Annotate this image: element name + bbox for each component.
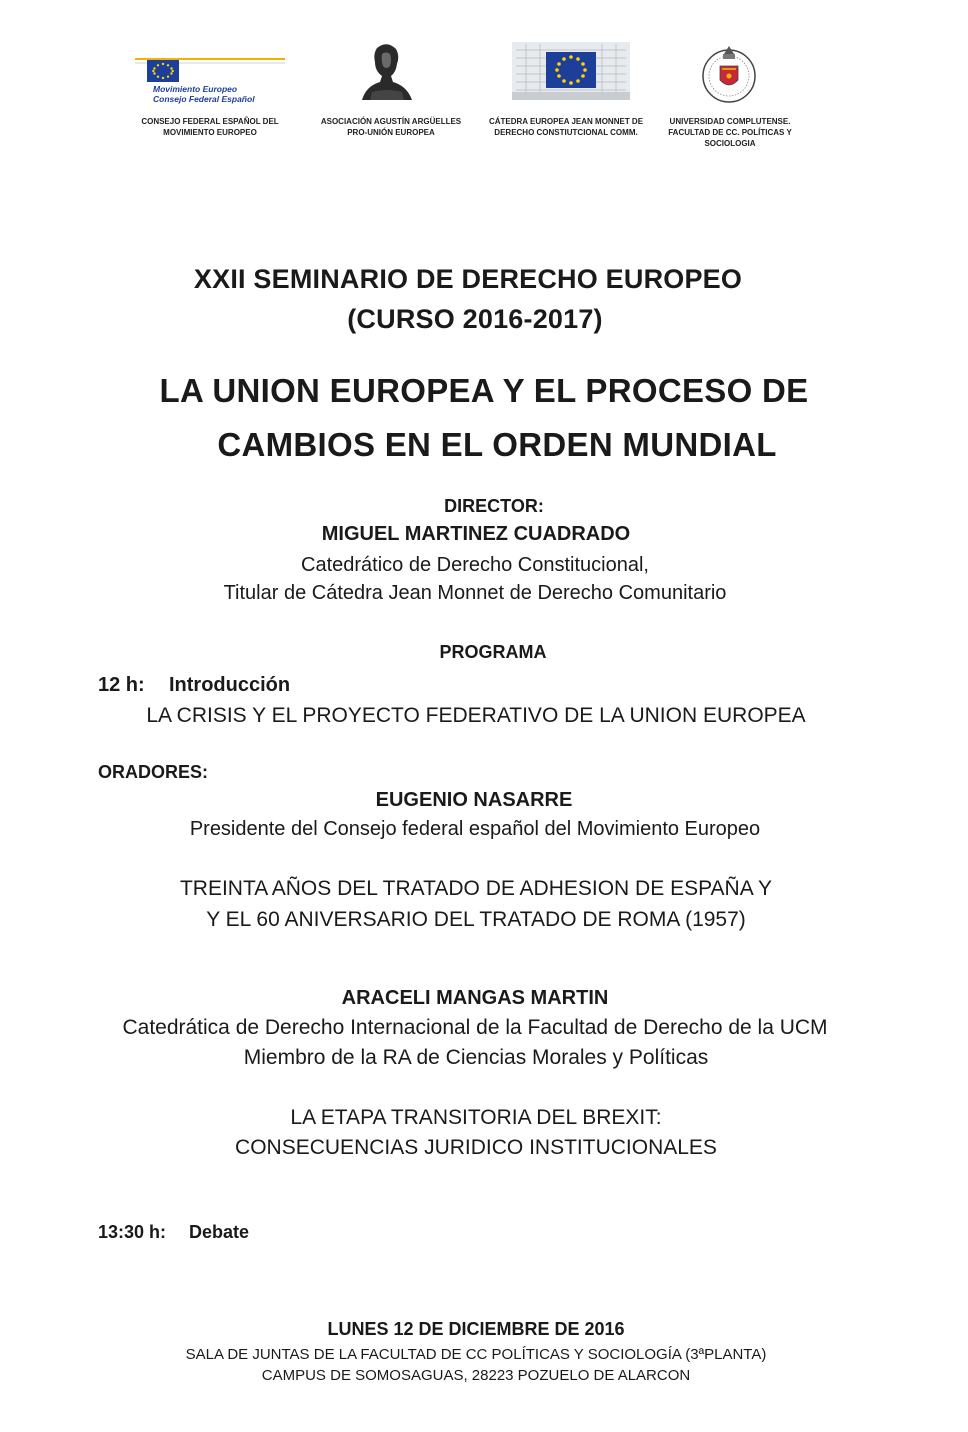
- caption-line: CÁTEDRA EUROPEA JEAN MONNET DE: [488, 117, 644, 126]
- speaker2-topic-2: CONSECUENCIAS JURIDICO INSTITUCIONALES: [235, 1136, 717, 1159]
- director-role-1: Catedrático de Derecho Constitucional,: [301, 554, 649, 576]
- movimiento-europeo-logo: [135, 52, 285, 104]
- logo-block-catedra-jean-monnet: [512, 42, 630, 100]
- logo-block-movimiento-europeo: [130, 52, 290, 109]
- intro-topic: LA CRISIS Y EL PROYECTO FEDERATIVO DE LA UNION EUROPEA: [146, 704, 806, 727]
- event-date: LUNES 12 DE DICIEMBRE DE 2016: [327, 1319, 625, 1339]
- speaker2-role-2: Miembro de la RA de Ciencias Morales y Políticas: [243, 1046, 709, 1069]
- speaker1-name: EUGENIO NASARRE: [375, 789, 573, 811]
- debate-time: 13:30 h:: [98, 1222, 167, 1242]
- speakers-label: ORADORES:: [98, 762, 209, 782]
- logo-caption-catedra-jean-monnet: [484, 116, 648, 138]
- logo-caption-asociacion-arguelles: [310, 116, 472, 138]
- speaker1-topic-1: TREINTA AÑOS DEL TRATADO DE ADHESION DE ESPAÑA Y: [179, 877, 773, 900]
- caption-line: PRO-UNIÓN EUROPEA: [347, 128, 435, 137]
- main-title-line-2: CAMBIOS EN EL ORDEN MUNDIAL: [217, 426, 777, 463]
- speaker1-role: Presidente del Consejo federal español del Movimiento Europeo: [189, 818, 761, 840]
- intro-time: 12 h:: [98, 674, 145, 696]
- speaker2-topic-1: LA ETAPA TRANSITORIA DEL BREXIT:: [290, 1106, 662, 1129]
- eu-commission-building-icon: [512, 42, 630, 100]
- intro-label: Introducción: [169, 674, 291, 696]
- caption-line: MOVIMIENTO EUROPEO: [163, 128, 257, 137]
- program-label: PROGRAMA: [439, 642, 547, 662]
- event-venue: SALA DE JUNTAS DE LA FACULTAD DE CC POLÍTICAS Y SOCIOLOGÍA (3ªPLANTA): [185, 1346, 767, 1363]
- caption-line: DERECHO CONSTIUTCIONAL COMM.: [494, 128, 638, 137]
- movimiento-europeo-logo-text-1: Movimiento Europeo: [153, 84, 238, 94]
- event-address: CAMPUS DE SOMOSAGUAS, 28223 POZUELO DE ALARCON: [261, 1367, 691, 1384]
- caption-line: FACULTAD DE CC. POLÍTICAS Y: [668, 128, 792, 137]
- caption-line: SOCIOLOGIA: [704, 139, 756, 148]
- director-name: MIGUEL MARTINEZ CUADRADO: [321, 523, 631, 545]
- speaker1-topic-2: Y EL 60 ANIVERSARIO DEL TRATADO DE ROMA (1957): [206, 908, 746, 931]
- course-title: (CURSO 2016-2017): [347, 304, 603, 334]
- movimiento-europeo-logo-text-2: Consejo Federal Español: [153, 94, 255, 104]
- ucm-seal-icon: [700, 40, 758, 106]
- main-title-line-1: LA UNION EUROPEA Y EL PROCESO DE: [159, 372, 809, 409]
- logo-caption-movimiento-europeo: [130, 116, 290, 138]
- speaker2-role-1: Catedrática de Derecho Internacional de la Facultad de Derecho de la UCM: [122, 1016, 828, 1039]
- caption-line: UNIVERSIDAD COMPLUTENSE.: [669, 117, 791, 126]
- logo-block-asociacion-arguelles: [352, 42, 422, 102]
- logo-caption-ucm: [650, 116, 810, 149]
- director-role-2: Titular de Cátedra Jean Monnet de Derecho Comunitario: [223, 582, 727, 604]
- caption-line: ASOCIACIÓN AGUSTÍN ARGÜELLES: [320, 117, 462, 126]
- seminar-title: XXII SEMINARIO DE DERECHO EUROPEO: [193, 264, 743, 294]
- director-label: DIRECTOR:: [444, 496, 544, 516]
- speaker2-name: ARACELI MANGAS MARTIN: [341, 987, 609, 1009]
- logo-block-ucm: [700, 40, 758, 106]
- debate-label: Debate: [189, 1222, 250, 1242]
- bust-icon: [352, 42, 422, 102]
- caption-line: CONSEJO FEDERAL ESPAÑOL DEL: [141, 117, 279, 126]
